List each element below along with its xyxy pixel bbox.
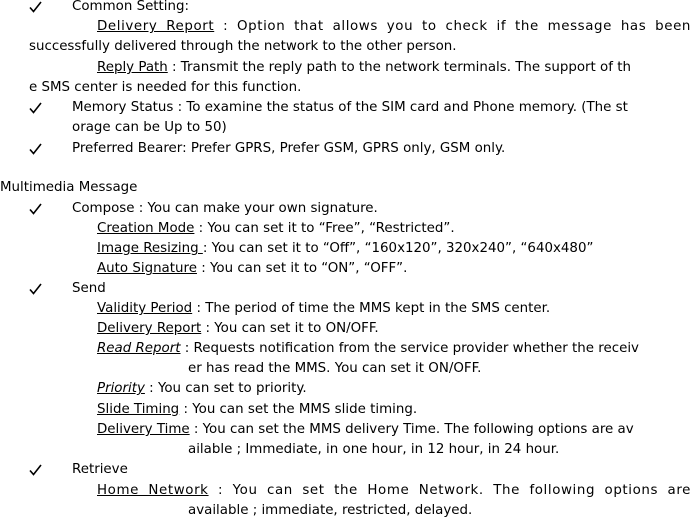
memory-status-line: Memory Status : To examine the status of the SIM card and Phone memory. (The st [72,100,628,115]
preferred-bearer-line: Preferred Bearer: Prefer GPRS, Prefer GSM, GPRS only, GSM only. [72,141,506,156]
priority-desc: : You can set to priority. [149,381,307,396]
send-heading: Send [72,281,106,296]
home-network-line-2: available ; immediate, restricted, delayed. [188,503,473,518]
delivery-time-line [97,420,634,440]
multimedia-message-heading: Multimedia Message [0,180,138,195]
delivery-time-term: Delivery Time [97,422,190,437]
image-resizing-desc: : You can set it to “Off”, “160x120”, 320x240”, “640x480” [202,241,594,256]
delivery-report-desc: : Option that allows you to check if the message has been [223,19,691,34]
memory-status-line-2: orage can be Up to 50) [72,120,227,135]
checkmark-icon [29,279,43,299]
delivery-time-desc: : You can set the MMS delivery Time. The following options are av [193,422,634,437]
home-network-desc: : You can set the Home Network. The following options are [218,483,691,498]
mms-delivery-report-line [97,319,379,339]
auto-signature-term: Auto Signature [97,261,197,276]
reply-path-line [97,58,631,78]
reply-path-desc: : Transmit the reply path to the network terminals. The support of th [172,60,631,75]
mms-delivery-report-term: Delivery Report [97,321,202,336]
auto-signature-line [97,259,407,279]
read-report-line [97,339,639,359]
read-report-term: Read Report [97,341,181,356]
checkmark-icon [29,0,43,17]
home-network-term: Home Network [97,483,209,498]
delivery-report-line [97,17,691,37]
validity-period-term: Validity Period [97,301,193,316]
delivery-time-line-2: ailable ; Immediate, in one hour, in 12 hour, in 24 hour. [188,442,560,457]
image-resizing-line [97,239,593,259]
checkmark-icon [29,98,43,118]
validity-period-desc: : The period of time the MMS kept in the SMS center. [196,301,551,316]
priority-term: Priority [97,381,145,396]
read-report-desc: : Requests notification from the service provider whether the receiv [184,341,639,356]
delivery-report-line-2: successfully delivered through the network to the other person. [29,39,457,54]
reply-path-line-2: e SMS center is needed for this function. [29,80,302,95]
auto-signature-desc: : You can set it to “ON”, “OFF”. [201,261,408,276]
creation-mode-line [97,219,455,239]
mms-delivery-report-desc: : You can set it to ON/OFF. [205,321,379,336]
home-network-line [97,481,691,501]
delivery-report-term: Delivery Report [97,19,215,34]
checkmark-icon [29,460,43,480]
creation-mode-term: Creation Mode [97,221,195,236]
reply-path-term: Reply Path [97,60,168,75]
checkmark-icon [29,139,43,159]
common-setting-heading: Common Setting: [72,0,190,14]
creation-mode-desc: : You can set it to “Free”, “Restricted”. [198,221,455,236]
slide-timing-desc: : You can set the MMS slide timing. [183,402,418,417]
validity-period-line [97,299,550,319]
priority-line [97,379,307,399]
slide-timing-line [97,400,417,420]
checkmark-icon [29,199,43,219]
retrieve-heading: Retrieve [72,462,128,477]
compose-line: Compose : You can make your own signature. [72,201,378,216]
slide-timing-term: Slide Timing [97,402,180,417]
image-resizing-term: Image Resizing [97,241,203,256]
read-report-line-2: er has read the MMS. You can set it ON/OFF. [188,361,482,376]
